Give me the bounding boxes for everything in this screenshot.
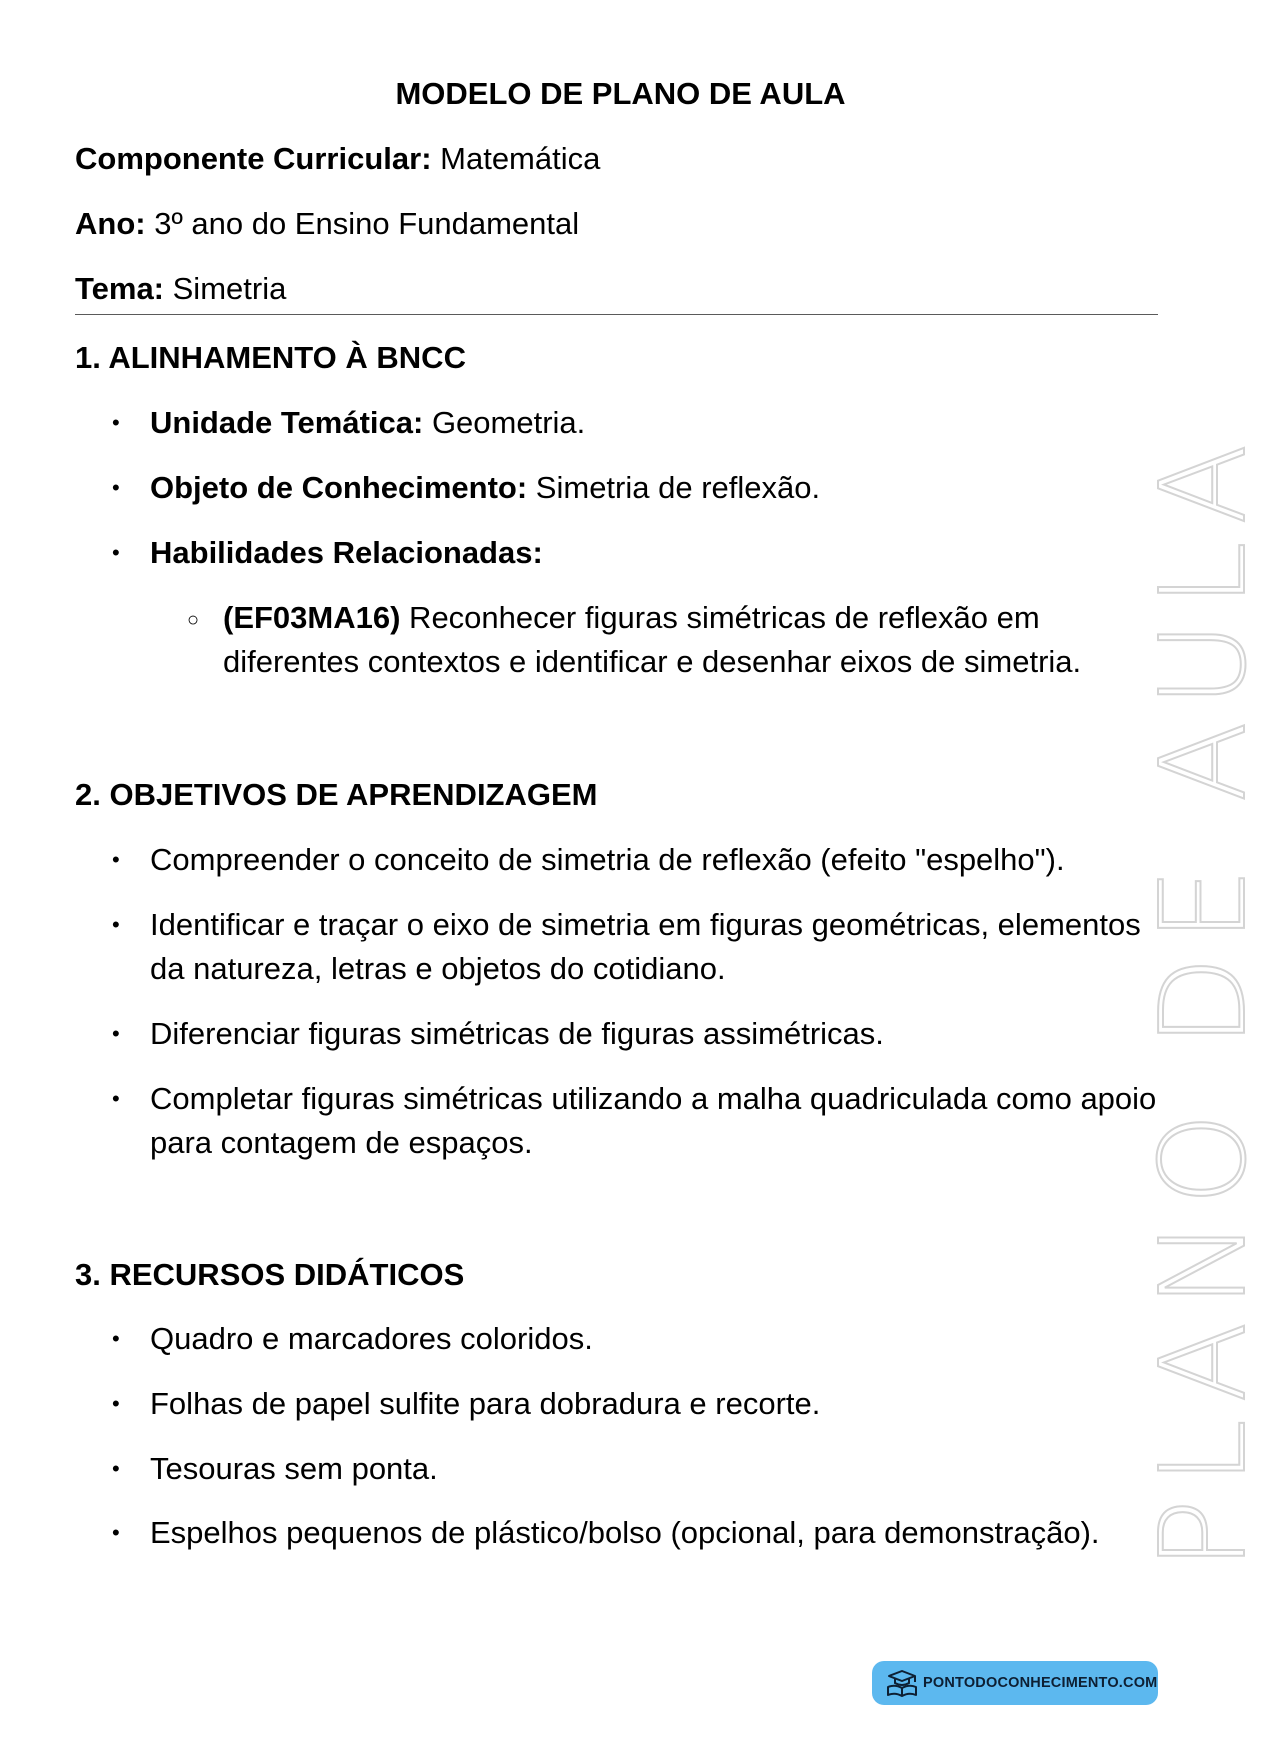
meta-tema-value: Simetria <box>164 271 287 306</box>
meta-tema-label: Tema: <box>75 271 165 306</box>
habilidades-label: Habilidades Relacionadas: <box>150 535 543 570</box>
list-item-habilidade-ef03ma16 <box>187 596 1163 684</box>
brand-badge[interactable] <box>872 1661 1158 1705</box>
bullet-icon: • <box>112 1326 120 1351</box>
section-heading-bncc: 1. ALINHAMENTO À BNCC <box>75 340 466 375</box>
section-heading-recursos: 3. RECURSOS DIDÁTICOS <box>75 1257 465 1292</box>
book-graduation-cap-icon <box>885 1668 919 1698</box>
list-item-text: Quadro e marcadores coloridos. <box>150 1321 593 1356</box>
habilidade-code: (EF03MA16) <box>223 600 401 635</box>
list-item <box>112 1317 1160 1361</box>
section-heading-objetivos: 2. OBJETIVOS DE APRENDIZAGEM <box>75 777 598 812</box>
objeto-value: Simetria de reflexão. <box>527 470 821 505</box>
list-item <box>112 1012 1160 1056</box>
meta-ano <box>75 204 579 244</box>
list-item <box>112 1077 1160 1165</box>
header-divider <box>75 314 1158 315</box>
bullet-icon: • <box>112 1391 120 1416</box>
bullet-icon: • <box>112 1021 120 1046</box>
bullet-icon: • <box>112 475 120 500</box>
objeto-label: Objeto de Conhecimento: <box>150 470 528 505</box>
list-item-text: Folhas de papel sulfite para dobradura e recorte. <box>150 1386 821 1421</box>
meta-componente-value: Matemática <box>431 141 601 176</box>
list-item <box>112 1447 1160 1491</box>
document-title: MODELO DE PLANO DE AULA <box>395 76 846 111</box>
list-item-text: Completar figuras simétricas utilizando a malha quadriculada como apoio para contagem de espaços. <box>150 1081 1157 1160</box>
bullet-icon: • <box>112 912 120 937</box>
meta-componente-label: Componente Curricular: <box>75 141 432 176</box>
bullet-icon: • <box>112 410 120 435</box>
meta-componente <box>75 139 600 179</box>
list-item-objeto <box>112 466 1160 510</box>
meta-ano-label: Ano: <box>75 206 146 241</box>
bullet-icon: • <box>112 1456 120 1481</box>
bullet-icon: • <box>112 1520 120 1545</box>
list-item <box>112 838 1160 882</box>
bullet-icon: • <box>112 540 120 565</box>
list-item <box>112 1511 1160 1555</box>
meta-ano-value: 3º ano do Ensino Fundamental <box>145 206 580 241</box>
unidade-label: Unidade Temática: <box>150 405 424 440</box>
bullet-icon: • <box>112 847 120 872</box>
list-item-text: Identificar e traçar o eixo de simetria em figuras geométricas, elementos da natureza, letras e objetos do cotidiano. <box>150 907 1141 986</box>
bullet-icon: • <box>112 1086 120 1111</box>
list-item-text: Espelhos pequenos de plástico/bolso (opcional, para demonstração). <box>150 1515 1100 1550</box>
unidade-value: Geometria. <box>423 405 586 440</box>
list-item-text: Diferenciar figuras simétricas de figuras assimétricas. <box>150 1016 884 1051</box>
watermark-text: PLANO DE AULA <box>1134 429 1272 1571</box>
list-item <box>112 903 1160 991</box>
list-item-text: Compreender o conceito de simetria de reflexão (efeito "espelho"). <box>150 842 1065 877</box>
list-item-unidade <box>112 401 1160 445</box>
brand-text: PONTODOCONHECIMENTO.COM <box>923 1675 1158 1691</box>
list-item-habilidades <box>112 531 1160 575</box>
list-item-text: Tesouras sem ponta. <box>150 1451 438 1486</box>
circle-bullet-icon: ○ <box>187 609 200 631</box>
meta-tema <box>75 269 286 309</box>
list-item <box>112 1382 1160 1426</box>
habilidade-text: Reconhecer figuras simétricas de reflexão em diferentes contextos e identificar e desenhar eixos de simetria. <box>223 600 1082 679</box>
